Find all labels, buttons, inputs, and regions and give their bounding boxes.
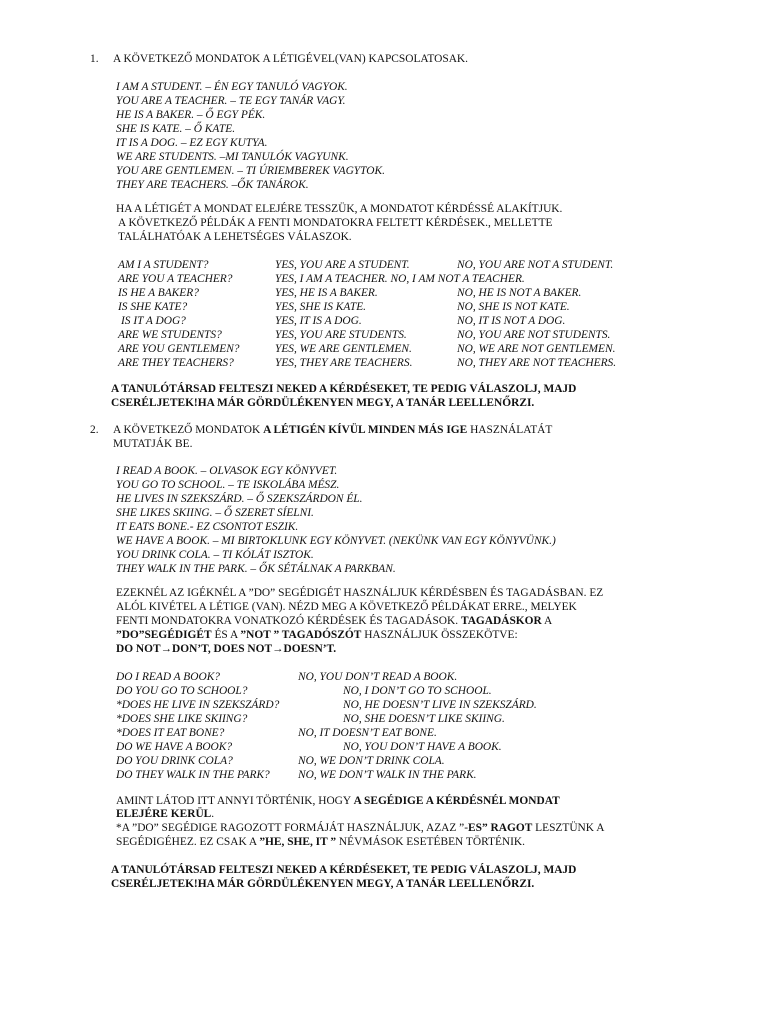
s2-answer-3: NO, HE DOESN’T LIVE IN SZEKSZÁRD. (343, 699, 537, 711)
s2-task-1: A TANULÓTÁRSAD FELTESZI NEKED A KÉRDÉSEKET, TE PEDIG VÁLASZOLJ, MAJD (111, 864, 577, 876)
s1-no-8: NO, THEY ARE NOT TEACHERS. (457, 357, 617, 369)
s2-note-3: SEGÉDIGÉHEZ. EZ CSAK A ”HE, SHE, IT ” NÉVMÁSOK ESETÉBEN TÖRTÉNIK. (116, 836, 525, 848)
s2-example-6: WE HAVE A BOOK. – MI BIRTOKLUNK EGY KÖNYVET. (NEKÜNK VAN EGY KÖNYVÜNK.) (116, 535, 556, 547)
s2-example-7: YOU DRINK COLA. – TI KÓLÁT ISZTOK. (116, 549, 314, 561)
s2-answer-1: NO, YOU DON’T READ A BOOK. (298, 671, 458, 683)
s1-example-4: SHE IS KATE. – Ő KATE. (116, 123, 236, 135)
s1-question-1: AM I A STUDENT? (118, 259, 209, 271)
s1-example-2: YOU ARE A TEACHER. – TE EGY TANÁR VAGY. (116, 95, 346, 107)
s1-example-3: HE IS A BAKER. – Ő EGY PÉK. (116, 109, 266, 121)
s1-no-3: NO, HE IS NOT A BAKER. (457, 287, 582, 299)
s1-yes-7: YES, WE ARE GENTLEMEN. (275, 343, 412, 355)
s1-task-1: A TANULÓTÁRSAD FELTESZI NEKED A KÉRDÉSEKET, TE PEDIG VÁLASZOLJ, MAJD (111, 383, 577, 395)
s1-question-3: IS HE A BAKER? (118, 287, 199, 299)
s1-explanation-2: A KÖVETKEZŐ PÉLDÁK A FENTI MONDATOKRA FELTETT KÉRDÉSEK., MELLETTE (118, 217, 553, 229)
s2-example-4: SHE LIKES SKIING. – Ő SZERET SÍELNI. (116, 507, 314, 519)
s2-example-8: THEY WALK IN THE PARK. – ŐK SÉTÁLNAK A PARKBAN. (116, 563, 396, 575)
s1-yes-5: YES, IT IS A DOG. (275, 315, 362, 327)
s1-no-7: NO, WE ARE NOT GENTLEMEN. (457, 343, 616, 355)
s2-question-2: DO YOU GO TO SCHOOL? (116, 685, 248, 697)
s2-answer-4: NO, SHE DOESN’T LIKE SKIING. (343, 713, 505, 725)
s2-question-8: DO THEY WALK IN THE PARK? (116, 769, 270, 781)
s1-no-4: NO, SHE IS NOT KATE. (457, 301, 570, 313)
s1-yes-3: YES, HE IS A BAKER. (275, 287, 378, 299)
s2-answer-7: NO, WE DON’T DRINK COLA. (298, 755, 445, 767)
s2-question-4: *DOES SHE LIKE SKIING? (116, 713, 248, 725)
s2-explanation-3: FENTI MONDATOKRA VONATKOZÓ KÉRDÉSEK ÉS TAGADÁSOK. TAGADÁSKOR A (116, 615, 553, 627)
s2-explanation-4: ”DO”SEGÉDIGÉT ÉS A ”NOT ” TAGADÓSZÓT HASZNÁLJUK ÖSSZEKÖTVE: (116, 629, 518, 641)
s2-explanation-1: EZEKNÉL AZ IGÉKNÉL A ”DO” SEGÉDIGÉT HASZNÁLJUK KÉRDÉSBEN ÉS TAGADÁSBAN. EZ (116, 587, 604, 599)
s1-example-7: YOU ARE GENTLEMEN. – TI ÚRIEMBEREK VAGYTOK. (116, 165, 385, 177)
s2-note-1: AMINT LÁTOD ITT ANNYI TÖRTÉNIK, HOGY A SEGÉDIGE A KÉRDÉSNÉL MONDAT (116, 795, 560, 807)
s2-rule: DO NOT→DON’T, DOES NOT→DOESN’T. (116, 643, 337, 655)
s1-question-2: ARE YOU A TEACHER? (118, 273, 233, 285)
s1-question-4: IS SHE KATE? (118, 301, 188, 313)
s1-question-7: ARE YOU GENTLEMEN? (118, 343, 240, 355)
s1-example-1: I AM A STUDENT. – ÉN EGY TANULÓ VAGYOK. (116, 81, 348, 93)
s1-question-8: ARE THEY TEACHERS? (118, 357, 234, 369)
s1-task-2: CSERÉLJETEK!HA MÁR GÖRDÜLÉKENYEN MEGY, A TANÁR LEELLENŐRZI. (111, 397, 535, 409)
s1-question-6: ARE WE STUDENTS? (118, 329, 222, 341)
s1-yes-6: YES, YOU ARE STUDENTS. (275, 329, 407, 341)
s2-task-2: CSERÉLJETEK!HA MÁR GÖRDÜLÉKENYEN MEGY, A TANÁR LEELLENŐRZI. (111, 878, 535, 890)
s2-question-6: DO WE HAVE A BOOK? (116, 741, 233, 753)
s1-example-5: IT IS A DOG. – EZ EGY KUTYA. (116, 137, 268, 149)
s2-note-1-line2: ELEJÉRE KERÜL. (116, 808, 215, 820)
s2-example-1: I READ A BOOK. – OLVASOK EGY KÖNYVET. (116, 465, 338, 477)
s1-no-6: NO, YOU ARE NOT STUDENTS. (457, 329, 611, 341)
s2-answer-8: NO, WE DON’T WALK IN THE PARK. (298, 769, 477, 781)
section-2-heading-line2: MUTATJÁK BE. (113, 438, 193, 450)
s2-question-5: *DOES IT EAT BONE? (116, 727, 225, 739)
s1-example-8: THEY ARE TEACHERS. –ŐK TANÁROK. (116, 179, 309, 191)
s1-no-5: NO, IT IS NOT A DOG. (457, 315, 566, 327)
s2-question-7: DO YOU DRINK COLA? (116, 755, 233, 767)
s1-yes-1: YES, YOU ARE A STUDENT. (275, 259, 410, 271)
s1-yes-8: YES, THEY ARE TEACHERS. (275, 357, 413, 369)
s1-yes-4: YES, SHE IS KATE. (275, 301, 367, 313)
s2-question-1: DO I READ A BOOK? (116, 671, 220, 683)
s2-example-5: IT EATS BONE.- EZ CSONTOT ESZIK. (116, 521, 299, 533)
section-2-heading: A KÖVETKEZŐ MONDATOK A LÉTIGÉN KÍVÜL MINDEN MÁS IGE HASZNÁLATÁT (113, 424, 553, 436)
s1-no-1: NO, YOU ARE NOT A STUDENT. (457, 259, 614, 271)
s2-example-2: YOU GO TO SCHOOL. – TE ISKOLÁBA MÉSZ. (116, 479, 340, 491)
s2-answer-2: NO, I DON’T GO TO SCHOOL. (343, 685, 492, 697)
s2-question-3: *DOES HE LIVE IN SZEKSZÁRD? (116, 699, 280, 711)
s2-answer-5: NO, IT DOESN’T EAT BONE. (298, 727, 437, 739)
s1-example-6: WE ARE STUDENTS. –MI TANULÓK VAGYUNK. (116, 151, 349, 163)
s2-answer-6: NO, YOU DON’T HAVE A BOOK. (343, 741, 502, 753)
section-1-number: 1. (90, 53, 99, 65)
section-1-heading: A KÖVETKEZŐ MONDATOK A LÉTIGÉVEL(VAN) KAPCSOLATOSAK. (113, 53, 469, 65)
s1-explanation-3: TALÁLHATÓAK A LEHETSÉGES VÁLASZOK. (118, 231, 352, 243)
s2-explanation-2: ALÓL KIVÉTEL A LÉTIGE (VAN). NÉZD MEG A KÖVETKEZŐ PÉLDÁKAT ERRE., MELYEK (116, 601, 577, 613)
s1-question-5: IS IT A DOG? (121, 315, 186, 327)
s1-explanation-1: HA A LÉTIGÉT A MONDAT ELEJÉRE TESSZÜK, A MONDATOT KÉRDÉSSÉ ALAKÍTJUK. (116, 203, 563, 215)
s2-example-3: HE LIVES IN SZEKSZÁRD. – Ő SZEKSZÁRDON ÉL. (116, 493, 363, 505)
s1-yes-2: YES, I AM A TEACHER. NO, I AM NOT A TEACHER. (275, 273, 525, 285)
section-2-number: 2. (90, 424, 99, 436)
s2-note-2: *A ”DO” SEGÉDIGE RAGOZOTT FORMÁJÁT HASZNÁLJUK, AZAZ ”-ES” RAGOT LESZTÜNK A (116, 822, 605, 834)
